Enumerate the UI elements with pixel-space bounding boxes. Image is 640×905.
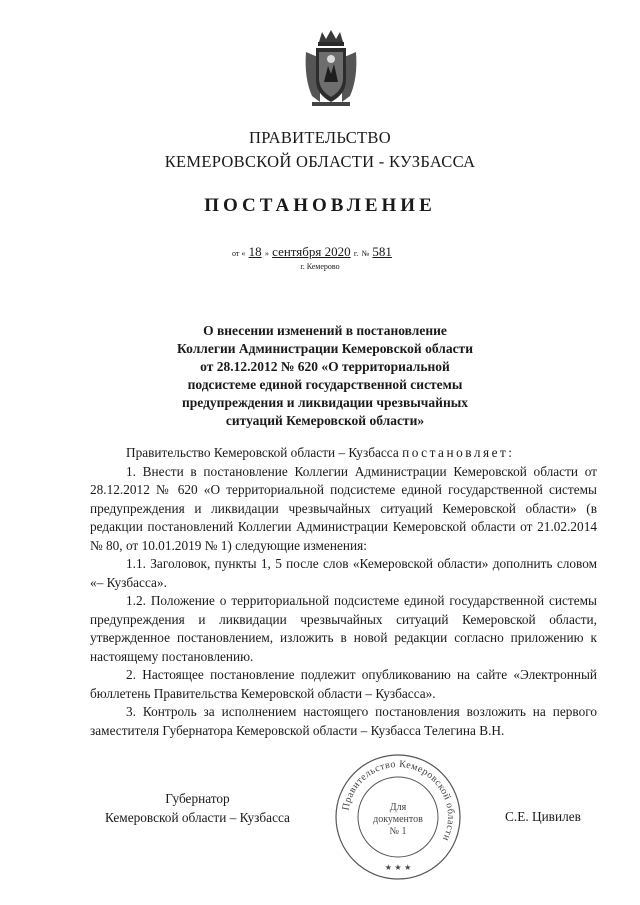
- signatory-title-line1: Губернатор: [165, 791, 230, 806]
- document-number: 581: [372, 244, 392, 259]
- paragraph-2: 2. Настоящее постановление подлежит опубликованию на сайте «Электронный бюллетень Правительства Кемеровской области – Кузбасса».: [90, 667, 597, 701]
- stamp-center-line3: № 1: [389, 826, 407, 837]
- subject-line: О внесении изменений в постановление: [203, 323, 447, 338]
- signatory-title: [90, 790, 305, 827]
- intro-paragraph: [90, 444, 597, 463]
- subject-line: предупреждения и ликвидации чрезвычайных: [181, 395, 469, 410]
- official-stamp: [333, 752, 463, 882]
- number-sign: №: [361, 249, 370, 258]
- paragraph-1: 1. Внести в постановление Коллегии Администрации Кемеровской области от 28.12.2012 № 620 «О территориальной подсистеме единой государственной системы предупреждения и ликвидации чрезвычайных ситуаций Кемеровской области» (в редакции постановлений Коллегии Администрации Кемеровской области от 21.02.2014 № 80, от 10.01.2019 № 1) следующие изменения:: [90, 463, 597, 553]
- subject-line: Коллегии Администрации Кемеровской области: [177, 341, 473, 356]
- paragraph-3: 3. Контроль за исполнением настоящего постановления возложить на первого заместителя Губернатора Кемеровской области – Кузбасса Телегина В.Н.: [90, 704, 597, 738]
- city-name: г. Кемерово: [300, 262, 340, 271]
- date-day: 18: [248, 244, 262, 259]
- date-month-year: сентября 2020: [272, 244, 351, 259]
- stamp-center-line1: Для: [389, 802, 407, 813]
- date-year-suffix: г.: [353, 249, 359, 258]
- paragraph-1-2: 1.2. Положение о территориальной подсистеме единой государственной системы предупреждения и ликвидации чрезвычайных ситуаций Кемеровской области, утвержденное постановлением, изложить в новой редакции согласно приложению к настоящему постановлению.: [90, 593, 597, 664]
- date-prefix: от «: [232, 249, 246, 258]
- stamp-ring-text: Правительство Кемеровской области: [340, 758, 457, 843]
- date-mid: »: [264, 249, 269, 258]
- subject-line: подсистеме единой государственной системы: [187, 377, 463, 392]
- intro-text: Правительство Кемеровской области – Кузбасса: [126, 445, 399, 460]
- decree-word: постановляет:: [402, 445, 515, 460]
- stamp-center-line2: документов: [373, 814, 423, 825]
- subject-line: от 28.12.2012 № 620 «О территориальной: [200, 359, 450, 374]
- paragraph-1-1: 1.1. Заголовок, пункты 1, 5 после слов «Кемеровской области» дополнить словом «– Кузбасса».: [90, 556, 597, 590]
- government-name-line2: КЕМЕРОВСКОЙ ОБЛАСТИ - КУЗБАССА: [164, 152, 476, 171]
- government-name-line1: ПРАВИТЕЛЬСТВО: [249, 128, 391, 147]
- stamp-stars-icon: ★ ★ ★: [384, 863, 412, 872]
- subject-line: ситуаций Кемеровской области»: [225, 413, 425, 428]
- document-type-title: ПОСТАНОВЛЕНИЕ: [204, 195, 436, 216]
- document-body: [90, 444, 597, 740]
- document-subject: [160, 322, 490, 430]
- signatory-title-line2: Кемеровской области – Кузбасса: [105, 809, 290, 825]
- coat-of-arms-emblem: [302, 28, 360, 108]
- signatory-name: С.Е. Цивилев: [505, 809, 581, 824]
- date-number-line: [232, 244, 392, 260]
